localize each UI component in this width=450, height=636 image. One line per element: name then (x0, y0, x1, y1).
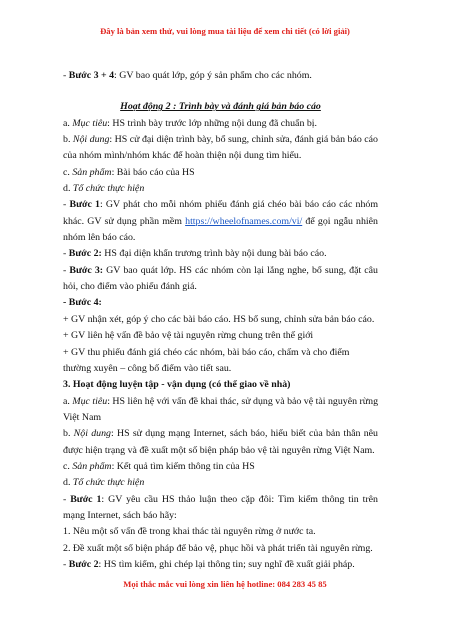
a2-goal: a. Mục tiêu: HS trình bày trước lớp những nội dung đã chuẩn bị. (63, 117, 317, 129)
a2-step-4: - Bước 4: (63, 297, 102, 309)
a2-bullet: + GV thu phiếu đánh giá chéo các nhóm, bài báo cáo, chấm và cho điểm thường xuyên – công bố điểm vào tiết sau. (63, 346, 350, 374)
a2-organization: d. Tổ chức thực hiện (63, 183, 145, 195)
a2-content: b. Nội dung: HS cử đại diện trình bày, bổ sung, chỉnh sửa, đánh giá bản báo cáo của nhóm mình/nhóm khác để hoàn thiện nội dung tìm hiểu. (63, 134, 378, 162)
document-body (63, 68, 378, 573)
header-notice: Đây là bản xem thử, vui lòng mua tài liệu để xem chi tiết (có lời giải) (100, 26, 350, 36)
a3-goal: a. Mục tiêu: HS liên hệ với vấn đề khai thác, sử dụng và bảo vệ tài nguyên rừng Việt Nam (63, 395, 379, 423)
a2-bullet: + GV liên hệ vấn đề bảo vệ tài nguyên rừng chung trên thế giới (63, 330, 314, 342)
a3-step-2: - Bước 2: HS tìm kiếm, ghi chép lại thông tin; suy nghĩ đề xuất giải pháp. (63, 558, 355, 570)
wheelofnames-link[interactable]: https://wheelofnames.com/vi/ (185, 215, 303, 227)
a3-list-item: 1. Nêu một số vấn đề trong khai thác tài nguyên rừng ở nước ta. (63, 526, 316, 538)
a3-product: c. Sản phẩm: Kết quả tìm kiếm thông tin của HS (63, 460, 255, 472)
a2-bullet: + GV nhận xét, góp ý cho các bài báo cáo. HS bổ sung, chỉnh sửa bản báo cáo. (63, 313, 375, 325)
a2-step-2: - Bước 2: HS đại diện khẩn trương trình bày nội dung bài báo cáo. (63, 248, 327, 260)
a2-step-1: - Bước 1: GV phát cho mỗi nhóm phiếu đánh giá chéo bài báo cáo các nhóm khác. GV sử dụng phần mềm https://wheelofnames.com/vi/ để gọi ngẫu nhiên nhóm lên báo cáo. (63, 199, 379, 244)
a3-content: b. Nội dung: HS sử dụng mạng Internet, sách báo, hiểu biết của bản thân nêu được hiện trạng và đề xuất một số biện pháp bảo vệ tài nguyên rừng Việt Nam. (63, 428, 378, 456)
a2-product: c. Sản phẩm: Bài báo cáo của HS (63, 166, 195, 178)
step-3-4-paragraph: - Bước 3 + 4: GV bao quát lớp, góp ý sản phẩm cho các nhóm. (63, 70, 312, 81)
a2-step-3: - Bước 3: GV bao quát lớp. HS các nhóm còn lại lắng nghe, bổ sung, đặt câu hỏi, cho điểm vào phiếu đánh giá. (63, 264, 378, 293)
footer-notice: Mọi thắc mắc vui lòng xin liên hệ hotline: 084 283 45 85 (123, 579, 327, 589)
a3-list-item: 2. Đề xuất một số biện pháp để bảo vệ, phục hồi và phát triển tài nguyên rừng. (63, 542, 373, 554)
a3-step-1: - Bước 1: GV yêu cầu HS thảo luận theo cặp đôi: Tìm kiếm thông tin trên mạng Internet, sách báo hãy: (63, 493, 378, 521)
activity-3-heading: 3. Hoạt động luyện tập - vận dụng (có thể giao về nhà) (63, 379, 291, 391)
activity-2-heading: Hoạt động 2 : Trình bày và đánh giá bản báo cáo (120, 101, 321, 113)
step-label: Bước 3 + 4 (68, 70, 115, 81)
a3-organization: d. Tổ chức thực hiện (63, 477, 145, 489)
